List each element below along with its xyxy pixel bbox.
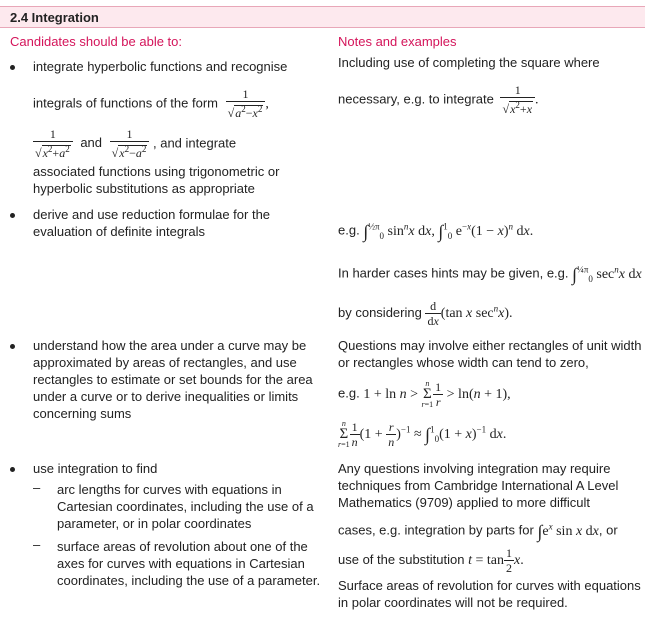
n3-example: e.g. 1 + ln n > n Σ r=1 $\frac{1}{r}$ > ln(n + 1),	[338, 379, 511, 409]
b4-line1: use integration to find	[33, 461, 158, 476]
right-column-heading: Notes and examples	[338, 34, 457, 49]
section-title: 2.4 Integration	[10, 10, 99, 25]
substitution-expression: t = tan $\frac{1}{2}$ x.	[468, 546, 524, 575]
d2-line3: coordinates, including the use of a parameter.	[57, 573, 321, 588]
bullet	[10, 65, 15, 70]
fraction-1-over-sqrt-a2-minus-x2: $\frac{1}{√a^2-x^2}$	[226, 88, 266, 120]
b3-line2: approximated by areas of rectangles, and use	[33, 355, 297, 370]
n4-line2: techniques from Cambridge International A Level	[338, 478, 619, 493]
n4-line5: use of the substitution t = tan $\frac{1}{2}$ x.	[338, 546, 524, 575]
reduction-formula-examples: ∫$^{\frac{1}{2}\pi}_0$ $\sin^nx$ dx, ∫$^1_0$ $e^{-x}(1 - x)^n$ dx.	[363, 220, 534, 241]
b1-line4: associated functions using trigonometric or	[33, 164, 280, 179]
b2-line1: derive and use reduction formulae for the	[33, 207, 271, 222]
n2-hint: In harder cases hints may be given, e.g. ∫$^{\frac{1}{4}\pi}_0$ $\sec^nx$ dx	[338, 263, 642, 284]
sum-inequality: 1 + ln n > n Σ r=1 $\frac{1}{r}$ > ln(n + 1),	[363, 379, 511, 409]
n3-line1: Questions may involve either rectangles of unit width	[338, 338, 642, 353]
b1-line3: $\frac{1}{√x^2+a^2}$ and $\frac{1}{√x^2-a^2}$ , and integrate	[35, 127, 237, 160]
n2-consider: by considering $\frac{d}{dx}$ (tan x $\sec^nx$).	[338, 299, 513, 328]
d1-line2: Cartesian coordinates, including the use of a	[57, 499, 314, 514]
n3-limit	[338, 420, 506, 449]
b3-line1: understand how the area under a curve may be	[33, 338, 307, 353]
n1-line1: Including use of completing the square where	[338, 55, 600, 70]
dash: –	[33, 480, 41, 495]
b1-line1: integrate hyperbolic functions and recognise	[33, 59, 288, 74]
section-header	[0, 6, 645, 28]
d1-line1: arc lengths for curves with equations in	[57, 482, 282, 497]
fraction-1-over-sqrt-x2-minus-a2: $\frac{1}{√x^2-a^2}$	[110, 128, 150, 160]
derivative-expression: $\frac{d}{dx}$ (tan x $\sec^nx$).	[427, 299, 513, 328]
bullet	[10, 213, 15, 218]
sum-limit-expression: n Σ r=1 $\frac{1}{n}$ (1 + $\frac{r}{n}$ )$^{-1} \approx \int^1_0(1 + x)^{-1}$ dx.	[338, 419, 507, 449]
n5-line1: Surface areas of revolution for curves with equations	[338, 578, 641, 593]
n1-line2: necessary, e.g. to integrate $\frac{1}{√x^2+x}$ .	[338, 83, 539, 116]
bullet	[10, 467, 15, 472]
b3-line4: under a curve or to derive inequalities or limits	[33, 389, 299, 404]
integration-by-parts-example: $\int e^x$ sin x dx	[537, 520, 599, 541]
dash: –	[33, 537, 41, 552]
hint-integral: ∫$^{\frac{1}{4}\pi}_0$ $\sec^nx$ dx	[572, 263, 642, 284]
b1-line2: integrals of functions of the form $\frac{1}{√a^2-x^2}$ ,	[33, 87, 269, 120]
fraction-1-over-sqrt-x2-plus-x: $\frac{1}{√x^2+x}$	[500, 84, 535, 116]
d2-line1: surface areas of revolution about one of the	[57, 539, 308, 554]
n2-example: e.g. ∫$^{\frac{1}{2}\pi}_0$ $\sin^nx$ dx, ∫$^1_0$ $e^{-x}(1 - x)^n$ dx.	[338, 220, 534, 241]
b3-line3: rectangles to estimate or set bounds for the area	[33, 372, 313, 387]
b1-line5: hyperbolic substitutions as appropriate	[33, 181, 255, 196]
left-column-heading: Candidates should be able to:	[10, 34, 183, 49]
fraction-1-over-sqrt-x2-plus-a2: $\frac{1}{√x^2+a^2}$	[33, 128, 73, 160]
d2-line2: axes for curves with equations in Cartesian	[57, 556, 305, 571]
n4-line1: Any questions involving integration may require	[338, 461, 611, 476]
b2-line2: evaluation of definite integrals	[33, 224, 206, 239]
d1-line3: parameter, or in polar coordinates	[57, 516, 252, 531]
n5-line2: in polar coordinates will not be required.	[338, 595, 568, 610]
n3-line2: or rectangles whose width can tend to zero,	[338, 355, 589, 370]
b3-line5: concerning sums	[33, 406, 132, 421]
bullet	[10, 344, 15, 349]
n4-line4: cases, e.g. integration by parts for $\int e^x$ sin x dx, or	[338, 520, 618, 541]
n4-line3: Mathematics (9709) applied to more difficult	[338, 495, 590, 510]
